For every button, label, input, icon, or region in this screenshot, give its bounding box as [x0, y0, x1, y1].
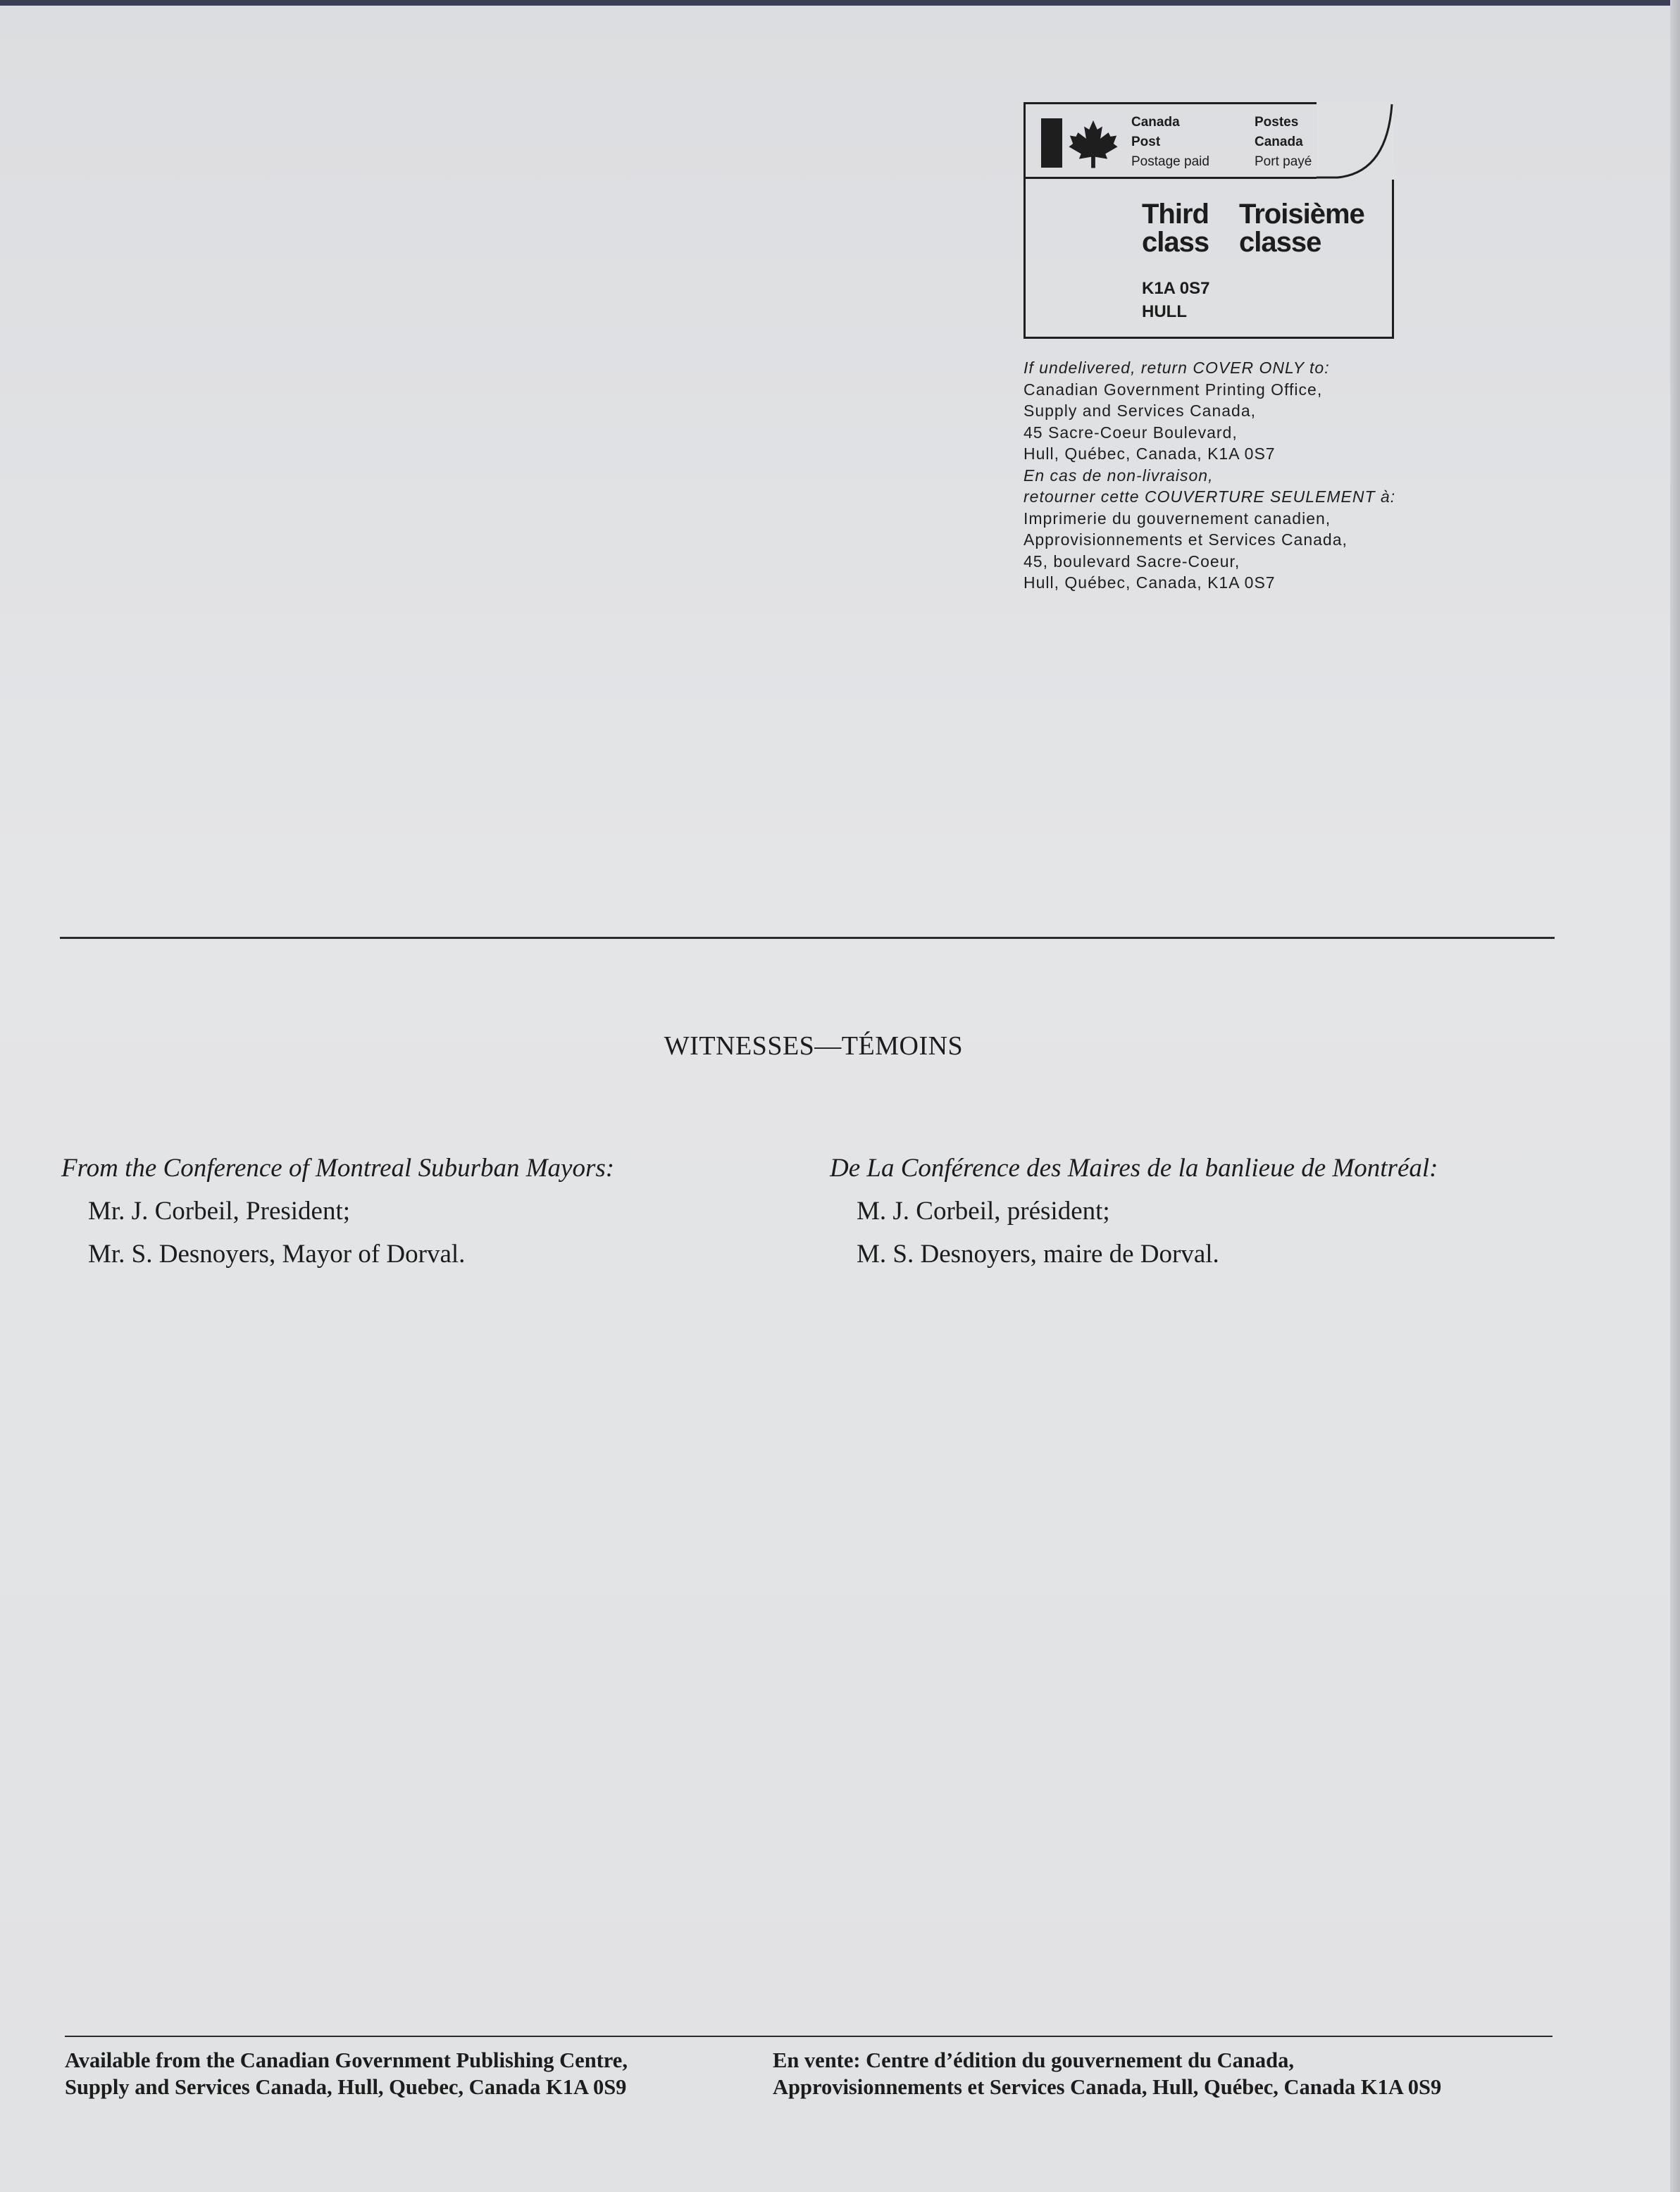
- return-en-line: If undelivered, return COVER ONLY to:: [1023, 359, 1330, 377]
- witness-name: M. J. Corbeil, président;: [857, 1197, 1110, 1226]
- postage-paid: Postage paid: [1131, 154, 1209, 169]
- witnesses-en: [61, 1147, 614, 1276]
- port-paye: Port payé: [1255, 154, 1312, 169]
- footer-en: [65, 2047, 628, 2100]
- postal-city: HULL: [1142, 302, 1187, 321]
- return-fr-line: En cas de non-livraison,: [1023, 466, 1214, 485]
- postage-indicia: [1023, 102, 1394, 339]
- third-class-fr: [1239, 200, 1364, 256]
- section-divider: [60, 937, 1555, 939]
- return-en-line: Hull, Québec, Canada, K1A 0S7: [1023, 444, 1276, 463]
- indicia-postal: [1142, 277, 1210, 323]
- postes-fr: Postes: [1255, 115, 1299, 130]
- return-en-line: 45 Sacre-Coeur Boulevard,: [1023, 423, 1238, 442]
- footer-divider: [65, 2036, 1553, 2037]
- classe-label: classe: [1239, 227, 1321, 258]
- return-fr-line: retourner cette COUVERTURE SEULEMENT à:: [1023, 487, 1396, 506]
- witness-org-en: From the Conference of Montreal Suburban Mayors:: [61, 1154, 615, 1183]
- witness-name: Mr. S. Desnoyers, Mayor of Dorval.: [88, 1240, 466, 1269]
- witness-org-fr: De La Conférence des Maires de la banlieue de Montréal:: [830, 1154, 1438, 1183]
- flag-bar-icon: [1041, 118, 1062, 168]
- return-address: [1023, 357, 1517, 594]
- return-en-line: Canadian Government Printing Office,: [1023, 380, 1323, 399]
- return-fr-line: 45, boulevard Sacre-Coeur,: [1023, 552, 1240, 571]
- witness-name: M. S. Desnoyers, maire de Dorval.: [857, 1240, 1219, 1269]
- post-en: Post: [1131, 135, 1161, 149]
- third-class-en: [1142, 200, 1209, 256]
- class-label: class: [1142, 227, 1209, 258]
- footer-fr-line: Approvisionnements et Services Canada, Hull, Québec, Canada K1A 0S9: [773, 2075, 1442, 2099]
- postal-code: K1A 0S7: [1142, 279, 1210, 298]
- page-top-edge: [0, 0, 1680, 6]
- canada-post-label: [1131, 113, 1209, 172]
- canada-fr: Canada: [1255, 135, 1303, 149]
- third-label: Third: [1142, 199, 1209, 230]
- return-fr-line: Imprimerie du gouvernement canadien,: [1023, 509, 1331, 528]
- canada-en: Canada: [1131, 115, 1180, 130]
- witnesses-fr: [830, 1147, 1438, 1276]
- indicia-corner-curve: [1317, 102, 1394, 180]
- witnesses-title: WITNESSES—TÉMOINS: [664, 1031, 964, 1061]
- footer-en-line: Supply and Services Canada, Hull, Quebec, Canada K1A 0S9: [65, 2075, 627, 2099]
- return-fr-line: Hull, Québec, Canada, K1A 0S7: [1023, 573, 1276, 592]
- maple-leaf-icon: [1068, 117, 1119, 170]
- footer-fr: [773, 2047, 1441, 2100]
- footer-en-line: Available from the Canadian Government Publishing Centre,: [65, 2048, 628, 2072]
- troisieme-label: Troisième: [1239, 199, 1364, 230]
- postes-canada-label: [1255, 113, 1312, 172]
- return-fr-line: Approvisionnements et Services Canada,: [1023, 530, 1348, 549]
- return-en-line: Supply and Services Canada,: [1023, 401, 1257, 420]
- witness-name: Mr. J. Corbeil, President;: [88, 1197, 351, 1226]
- page-right-edge: [1670, 0, 1680, 2192]
- footer-fr-line: En vente: Centre d’édition du gouvernement du Canada,: [773, 2048, 1294, 2072]
